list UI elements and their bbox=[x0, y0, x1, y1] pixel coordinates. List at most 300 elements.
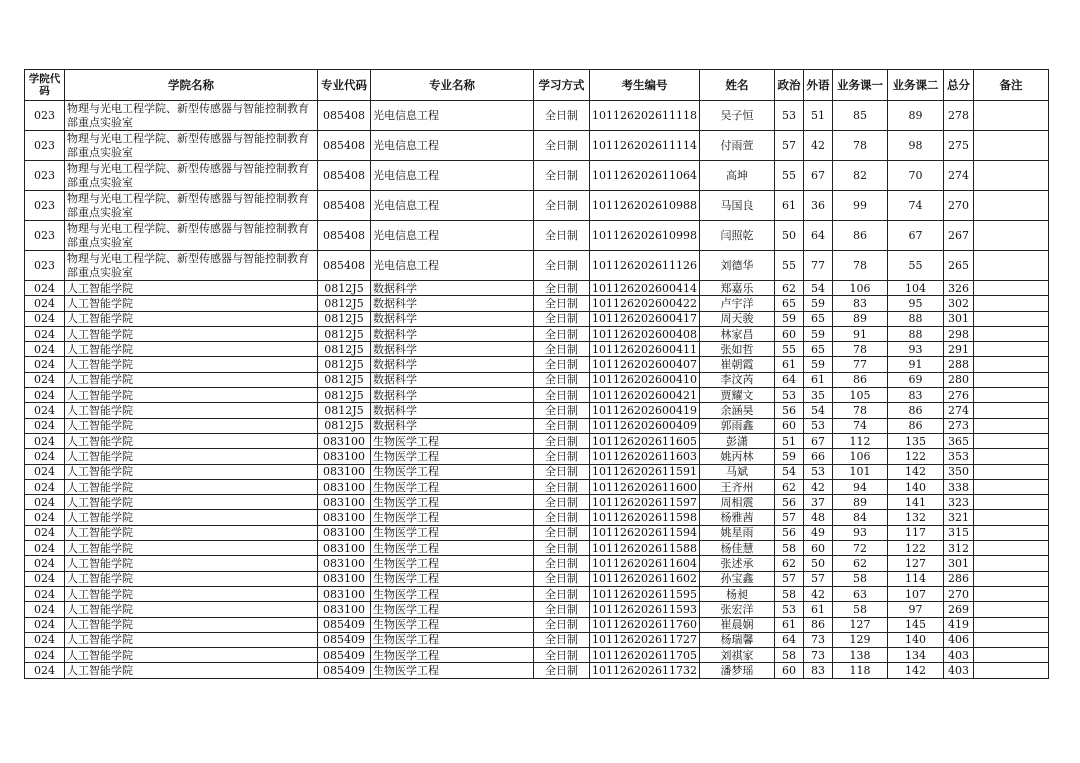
cell-major-code: 083100 bbox=[318, 495, 371, 510]
cell-major-name: 生物医学工程 bbox=[371, 663, 534, 678]
table-row bbox=[25, 326, 1049, 341]
cell-foreign-language: 65 bbox=[803, 311, 832, 326]
table-row bbox=[25, 221, 1049, 251]
cell-exam-id: 101126202600422 bbox=[590, 296, 700, 311]
cell-study-mode: 全日制 bbox=[534, 311, 590, 326]
header-major-code: 专业代码 bbox=[318, 70, 371, 101]
cell-course-2: 114 bbox=[887, 571, 943, 586]
cell-college-name: 物理与光电工程学院、新型传感器与智能控制教育部重点实验室 bbox=[65, 191, 318, 221]
cell-politics: 53 bbox=[774, 388, 803, 403]
cell-college-name: 人工智能学院 bbox=[65, 541, 318, 556]
cell-name: 刘德华 bbox=[699, 251, 774, 281]
cell-college-code: 024 bbox=[25, 648, 65, 663]
cell-major-code: 0812J5 bbox=[318, 388, 371, 403]
cell-major-name: 光电信息工程 bbox=[371, 251, 534, 281]
cell-remarks bbox=[973, 617, 1048, 632]
cell-politics: 58 bbox=[774, 648, 803, 663]
cell-course-1: 99 bbox=[832, 191, 887, 221]
cell-total: 403 bbox=[943, 648, 973, 663]
cell-course-2: 104 bbox=[887, 281, 943, 296]
cell-course-2: 86 bbox=[887, 418, 943, 433]
cell-foreign-language: 49 bbox=[803, 525, 832, 540]
cell-college-code: 024 bbox=[25, 541, 65, 556]
cell-college-code: 024 bbox=[25, 372, 65, 387]
cell-course-1: 94 bbox=[832, 479, 887, 494]
cell-course-1: 93 bbox=[832, 525, 887, 540]
cell-study-mode: 全日制 bbox=[534, 479, 590, 494]
cell-course-1: 86 bbox=[832, 372, 887, 387]
cell-college-name: 人工智能学院 bbox=[65, 479, 318, 494]
cell-college-name: 人工智能学院 bbox=[65, 403, 318, 418]
cell-course-2: 142 bbox=[887, 663, 943, 678]
cell-college-name: 物理与光电工程学院、新型传感器与智能控制教育部重点实验室 bbox=[65, 161, 318, 191]
cell-exam-id: 101126202611705 bbox=[590, 648, 700, 663]
cell-remarks bbox=[973, 449, 1048, 464]
cell-foreign-language: 61 bbox=[803, 372, 832, 387]
cell-remarks bbox=[973, 602, 1048, 617]
cell-major-code: 083100 bbox=[318, 479, 371, 494]
cell-college-name: 人工智能学院 bbox=[65, 525, 318, 540]
cell-exam-id: 101126202600421 bbox=[590, 388, 700, 403]
cell-exam-id: 101126202611727 bbox=[590, 632, 700, 647]
cell-study-mode: 全日制 bbox=[534, 296, 590, 311]
cell-foreign-language: 67 bbox=[803, 433, 832, 448]
cell-remarks bbox=[973, 663, 1048, 678]
cell-remarks bbox=[973, 161, 1048, 191]
cell-course-1: 112 bbox=[832, 433, 887, 448]
cell-exam-id: 101126202611602 bbox=[590, 571, 700, 586]
cell-study-mode: 全日制 bbox=[534, 648, 590, 663]
cell-college-name: 人工智能学院 bbox=[65, 571, 318, 586]
cell-course-2: 141 bbox=[887, 495, 943, 510]
cell-remarks bbox=[973, 342, 1048, 357]
cell-foreign-language: 86 bbox=[803, 617, 832, 632]
cell-study-mode: 全日制 bbox=[534, 617, 590, 632]
cell-course-1: 84 bbox=[832, 510, 887, 525]
cell-total: 276 bbox=[943, 388, 973, 403]
cell-name: 闫照乾 bbox=[699, 221, 774, 251]
table-row bbox=[25, 556, 1049, 571]
cell-major-name: 生物医学工程 bbox=[371, 617, 534, 632]
header-college-code: 学院代码 bbox=[25, 70, 65, 101]
cell-exam-id: 101126202611597 bbox=[590, 495, 700, 510]
cell-exam-id: 101126202611604 bbox=[590, 556, 700, 571]
cell-major-code: 0812J5 bbox=[318, 342, 371, 357]
cell-college-name: 人工智能学院 bbox=[65, 617, 318, 632]
cell-major-name: 生物医学工程 bbox=[371, 632, 534, 647]
cell-remarks bbox=[973, 251, 1048, 281]
table-row bbox=[25, 342, 1049, 357]
cell-name: 吴子恒 bbox=[699, 101, 774, 131]
table-row bbox=[25, 101, 1049, 131]
cell-study-mode: 全日制 bbox=[534, 342, 590, 357]
cell-major-name: 数据科学 bbox=[371, 403, 534, 418]
cell-exam-id: 101126202611603 bbox=[590, 449, 700, 464]
cell-total: 301 bbox=[943, 556, 973, 571]
cell-foreign-language: 42 bbox=[803, 586, 832, 601]
cell-college-code: 023 bbox=[25, 161, 65, 191]
cell-course-2: 67 bbox=[887, 221, 943, 251]
cell-course-1: 72 bbox=[832, 541, 887, 556]
cell-exam-id: 101126202600419 bbox=[590, 403, 700, 418]
cell-foreign-language: 60 bbox=[803, 541, 832, 556]
cell-study-mode: 全日制 bbox=[534, 326, 590, 341]
cell-college-code: 024 bbox=[25, 571, 65, 586]
cell-foreign-language: 73 bbox=[803, 648, 832, 663]
cell-college-name: 物理与光电工程学院、新型传感器与智能控制教育部重点实验室 bbox=[65, 101, 318, 131]
cell-foreign-language: 37 bbox=[803, 495, 832, 510]
cell-foreign-language: 65 bbox=[803, 342, 832, 357]
header-course-2: 业务课二 bbox=[887, 70, 943, 101]
cell-major-name: 光电信息工程 bbox=[371, 101, 534, 131]
cell-course-2: 135 bbox=[887, 433, 943, 448]
cell-politics: 53 bbox=[774, 602, 803, 617]
header-name: 姓名 bbox=[699, 70, 774, 101]
cell-study-mode: 全日制 bbox=[534, 131, 590, 161]
table-row bbox=[25, 632, 1049, 647]
cell-politics: 50 bbox=[774, 221, 803, 251]
cell-college-code: 024 bbox=[25, 556, 65, 571]
cell-college-name: 人工智能学院 bbox=[65, 388, 318, 403]
cell-total: 338 bbox=[943, 479, 973, 494]
cell-course-1: 82 bbox=[832, 161, 887, 191]
cell-politics: 64 bbox=[774, 372, 803, 387]
cell-college-code: 024 bbox=[25, 495, 65, 510]
cell-college-name: 物理与光电工程学院、新型传感器与智能控制教育部重点实验室 bbox=[65, 221, 318, 251]
table-row bbox=[25, 131, 1049, 161]
cell-remarks bbox=[973, 296, 1048, 311]
cell-college-name: 人工智能学院 bbox=[65, 663, 318, 678]
cell-exam-id: 101126202611114 bbox=[590, 131, 700, 161]
cell-name: 高坤 bbox=[699, 161, 774, 191]
cell-major-code: 085409 bbox=[318, 617, 371, 632]
table-row bbox=[25, 372, 1049, 387]
cell-major-code: 0812J5 bbox=[318, 403, 371, 418]
cell-course-2: 122 bbox=[887, 449, 943, 464]
cell-college-code: 024 bbox=[25, 311, 65, 326]
cell-foreign-language: 61 bbox=[803, 602, 832, 617]
cell-major-name: 数据科学 bbox=[371, 418, 534, 433]
cell-name: 刘祺家 bbox=[699, 648, 774, 663]
cell-college-code: 024 bbox=[25, 632, 65, 647]
cell-name: 潘梦瑶 bbox=[699, 663, 774, 678]
cell-course-1: 78 bbox=[832, 131, 887, 161]
cell-college-code: 024 bbox=[25, 663, 65, 678]
cell-college-name: 人工智能学院 bbox=[65, 510, 318, 525]
cell-politics: 64 bbox=[774, 632, 803, 647]
cell-foreign-language: 66 bbox=[803, 449, 832, 464]
table-row bbox=[25, 449, 1049, 464]
cell-major-name: 生物医学工程 bbox=[371, 479, 534, 494]
cell-total: 275 bbox=[943, 131, 973, 161]
cell-total: 286 bbox=[943, 571, 973, 586]
cell-exam-id: 101126202600410 bbox=[590, 372, 700, 387]
cell-college-name: 人工智能学院 bbox=[65, 357, 318, 372]
cell-foreign-language: 36 bbox=[803, 191, 832, 221]
header-major-name: 专业名称 bbox=[371, 70, 534, 101]
cell-study-mode: 全日制 bbox=[534, 251, 590, 281]
cell-major-code: 085408 bbox=[318, 161, 371, 191]
cell-name: 林家昌 bbox=[699, 326, 774, 341]
cell-total: 315 bbox=[943, 525, 973, 540]
header-exam-id: 考生编号 bbox=[590, 70, 700, 101]
cell-total: 321 bbox=[943, 510, 973, 525]
cell-college-name: 人工智能学院 bbox=[65, 372, 318, 387]
cell-major-name: 生物医学工程 bbox=[371, 571, 534, 586]
cell-total: 406 bbox=[943, 632, 973, 647]
cell-study-mode: 全日制 bbox=[534, 449, 590, 464]
cell-major-name: 光电信息工程 bbox=[371, 131, 534, 161]
table-row bbox=[25, 525, 1049, 540]
cell-major-code: 083100 bbox=[318, 586, 371, 601]
cell-remarks bbox=[973, 403, 1048, 418]
cell-major-name: 生物医学工程 bbox=[371, 602, 534, 617]
table-row bbox=[25, 403, 1049, 418]
cell-total: 403 bbox=[943, 663, 973, 678]
cell-total: 298 bbox=[943, 326, 973, 341]
cell-name: 贾耀文 bbox=[699, 388, 774, 403]
cell-politics: 57 bbox=[774, 510, 803, 525]
cell-total: 353 bbox=[943, 449, 973, 464]
cell-foreign-language: 59 bbox=[803, 326, 832, 341]
cell-college-name: 人工智能学院 bbox=[65, 342, 318, 357]
cell-foreign-language: 54 bbox=[803, 403, 832, 418]
cell-college-name: 人工智能学院 bbox=[65, 296, 318, 311]
cell-course-1: 58 bbox=[832, 602, 887, 617]
cell-major-name: 数据科学 bbox=[371, 296, 534, 311]
table-row bbox=[25, 479, 1049, 494]
cell-exam-id: 101126202600411 bbox=[590, 342, 700, 357]
cell-foreign-language: 57 bbox=[803, 571, 832, 586]
cell-politics: 62 bbox=[774, 479, 803, 494]
table-row bbox=[25, 586, 1049, 601]
cell-major-code: 083100 bbox=[318, 602, 371, 617]
cell-politics: 55 bbox=[774, 161, 803, 191]
cell-course-2: 132 bbox=[887, 510, 943, 525]
cell-college-code: 024 bbox=[25, 586, 65, 601]
cell-politics: 59 bbox=[774, 449, 803, 464]
cell-foreign-language: 73 bbox=[803, 632, 832, 647]
cell-politics: 61 bbox=[774, 191, 803, 221]
cell-college-code: 024 bbox=[25, 449, 65, 464]
cell-politics: 60 bbox=[774, 663, 803, 678]
cell-major-name: 生物医学工程 bbox=[371, 556, 534, 571]
cell-name: 郑嘉乐 bbox=[699, 281, 774, 296]
cell-college-code: 024 bbox=[25, 326, 65, 341]
cell-course-2: 83 bbox=[887, 388, 943, 403]
header-college-name: 学院名称 bbox=[65, 70, 318, 101]
cell-college-name: 人工智能学院 bbox=[65, 433, 318, 448]
cell-study-mode: 全日制 bbox=[534, 495, 590, 510]
cell-course-2: 86 bbox=[887, 403, 943, 418]
cell-name: 姚丙林 bbox=[699, 449, 774, 464]
cell-name: 崔晨娴 bbox=[699, 617, 774, 632]
cell-course-2: 89 bbox=[887, 101, 943, 131]
table-row bbox=[25, 281, 1049, 296]
cell-college-name: 物理与光电工程学院、新型传感器与智能控制教育部重点实验室 bbox=[65, 131, 318, 161]
cell-college-code: 023 bbox=[25, 191, 65, 221]
cell-major-name: 数据科学 bbox=[371, 357, 534, 372]
cell-remarks bbox=[973, 571, 1048, 586]
cell-remarks bbox=[973, 311, 1048, 326]
cell-exam-id: 101126202611605 bbox=[590, 433, 700, 448]
cell-total: 291 bbox=[943, 342, 973, 357]
cell-major-name: 生物医学工程 bbox=[371, 648, 534, 663]
cell-remarks bbox=[973, 191, 1048, 221]
cell-politics: 55 bbox=[774, 342, 803, 357]
cell-remarks bbox=[973, 541, 1048, 556]
table-row bbox=[25, 602, 1049, 617]
cell-course-2: 97 bbox=[887, 602, 943, 617]
cell-foreign-language: 53 bbox=[803, 464, 832, 479]
cell-course-2: 55 bbox=[887, 251, 943, 281]
cell-study-mode: 全日制 bbox=[534, 281, 590, 296]
cell-study-mode: 全日制 bbox=[534, 191, 590, 221]
cell-name: 周相震 bbox=[699, 495, 774, 510]
cell-college-code: 023 bbox=[25, 131, 65, 161]
cell-major-name: 数据科学 bbox=[371, 372, 534, 387]
cell-foreign-language: 48 bbox=[803, 510, 832, 525]
cell-course-1: 91 bbox=[832, 326, 887, 341]
cell-major-code: 083100 bbox=[318, 541, 371, 556]
cell-foreign-language: 83 bbox=[803, 663, 832, 678]
cell-major-name: 数据科学 bbox=[371, 326, 534, 341]
cell-major-name: 光电信息工程 bbox=[371, 221, 534, 251]
cell-name: 周天骏 bbox=[699, 311, 774, 326]
cell-college-code: 024 bbox=[25, 357, 65, 372]
cell-course-2: 70 bbox=[887, 161, 943, 191]
cell-remarks bbox=[973, 525, 1048, 540]
cell-college-code: 024 bbox=[25, 296, 65, 311]
cell-course-1: 74 bbox=[832, 418, 887, 433]
cell-study-mode: 全日制 bbox=[534, 556, 590, 571]
cell-name: 卢宇洋 bbox=[699, 296, 774, 311]
cell-major-name: 生物医学工程 bbox=[371, 586, 534, 601]
cell-major-code: 085408 bbox=[318, 101, 371, 131]
cell-course-2: 127 bbox=[887, 556, 943, 571]
cell-study-mode: 全日制 bbox=[534, 418, 590, 433]
table-row bbox=[25, 311, 1049, 326]
cell-major-code: 083100 bbox=[318, 556, 371, 571]
cell-major-name: 数据科学 bbox=[371, 281, 534, 296]
cell-course-1: 78 bbox=[832, 403, 887, 418]
cell-foreign-language: 54 bbox=[803, 281, 832, 296]
admission-score-table bbox=[24, 69, 1049, 679]
cell-course-2: 134 bbox=[887, 648, 943, 663]
cell-total: 265 bbox=[943, 251, 973, 281]
cell-college-name: 人工智能学院 bbox=[65, 418, 318, 433]
cell-exam-id: 101126202600414 bbox=[590, 281, 700, 296]
cell-course-1: 101 bbox=[832, 464, 887, 479]
cell-foreign-language: 42 bbox=[803, 131, 832, 161]
cell-major-code: 0812J5 bbox=[318, 281, 371, 296]
cell-course-1: 83 bbox=[832, 296, 887, 311]
cell-name: 马国良 bbox=[699, 191, 774, 221]
cell-major-code: 085408 bbox=[318, 251, 371, 281]
cell-major-name: 光电信息工程 bbox=[371, 191, 534, 221]
cell-name: 付雨萱 bbox=[699, 131, 774, 161]
cell-total: 323 bbox=[943, 495, 973, 510]
cell-politics: 57 bbox=[774, 131, 803, 161]
table-row bbox=[25, 541, 1049, 556]
cell-major-code: 083100 bbox=[318, 464, 371, 479]
cell-name: 杨佳慧 bbox=[699, 541, 774, 556]
cell-politics: 56 bbox=[774, 403, 803, 418]
cell-total: 267 bbox=[943, 221, 973, 251]
cell-total: 273 bbox=[943, 418, 973, 433]
cell-remarks bbox=[973, 433, 1048, 448]
cell-college-name: 人工智能学院 bbox=[65, 449, 318, 464]
cell-course-1: 89 bbox=[832, 495, 887, 510]
table-row bbox=[25, 357, 1049, 372]
cell-course-2: 107 bbox=[887, 586, 943, 601]
cell-total: 365 bbox=[943, 433, 973, 448]
cell-remarks bbox=[973, 495, 1048, 510]
cell-name: 杨瑞馨 bbox=[699, 632, 774, 647]
cell-exam-id: 101126202611593 bbox=[590, 602, 700, 617]
table-body bbox=[25, 101, 1049, 679]
cell-study-mode: 全日制 bbox=[534, 101, 590, 131]
cell-politics: 61 bbox=[774, 357, 803, 372]
cell-foreign-language: 77 bbox=[803, 251, 832, 281]
cell-college-name: 人工智能学院 bbox=[65, 326, 318, 341]
cell-college-name: 物理与光电工程学院、新型传感器与智能控制教育部重点实验室 bbox=[65, 251, 318, 281]
cell-study-mode: 全日制 bbox=[534, 433, 590, 448]
cell-study-mode: 全日制 bbox=[534, 372, 590, 387]
cell-course-1: 127 bbox=[832, 617, 887, 632]
cell-politics: 54 bbox=[774, 464, 803, 479]
cell-study-mode: 全日制 bbox=[534, 403, 590, 418]
cell-major-name: 生物医学工程 bbox=[371, 433, 534, 448]
cell-exam-id: 101126202611760 bbox=[590, 617, 700, 632]
cell-total: 274 bbox=[943, 161, 973, 191]
cell-course-1: 63 bbox=[832, 586, 887, 601]
cell-major-code: 085409 bbox=[318, 648, 371, 663]
cell-exam-id: 101126202611595 bbox=[590, 586, 700, 601]
cell-exam-id: 101126202611732 bbox=[590, 663, 700, 678]
cell-course-1: 106 bbox=[832, 449, 887, 464]
cell-course-1: 86 bbox=[832, 221, 887, 251]
cell-course-1: 106 bbox=[832, 281, 887, 296]
cell-major-name: 数据科学 bbox=[371, 388, 534, 403]
cell-course-2: 88 bbox=[887, 311, 943, 326]
cell-exam-id: 101126202611126 bbox=[590, 251, 700, 281]
cell-college-name: 人工智能学院 bbox=[65, 464, 318, 479]
cell-exam-id: 101126202611598 bbox=[590, 510, 700, 525]
cell-exam-id: 101126202600417 bbox=[590, 311, 700, 326]
cell-college-code: 024 bbox=[25, 525, 65, 540]
cell-college-code: 024 bbox=[25, 617, 65, 632]
cell-foreign-language: 59 bbox=[803, 357, 832, 372]
cell-exam-id: 101126202611591 bbox=[590, 464, 700, 479]
cell-study-mode: 全日制 bbox=[534, 357, 590, 372]
cell-course-1: 77 bbox=[832, 357, 887, 372]
cell-remarks bbox=[973, 464, 1048, 479]
cell-remarks bbox=[973, 221, 1048, 251]
cell-course-1: 85 bbox=[832, 101, 887, 131]
cell-course-2: 91 bbox=[887, 357, 943, 372]
cell-major-code: 085408 bbox=[318, 221, 371, 251]
table-row bbox=[25, 495, 1049, 510]
cell-course-2: 95 bbox=[887, 296, 943, 311]
table-row bbox=[25, 571, 1049, 586]
cell-course-1: 78 bbox=[832, 342, 887, 357]
cell-foreign-language: 67 bbox=[803, 161, 832, 191]
cell-name: 马斌 bbox=[699, 464, 774, 479]
cell-college-code: 024 bbox=[25, 602, 65, 617]
cell-college-code: 023 bbox=[25, 221, 65, 251]
table-row bbox=[25, 418, 1049, 433]
